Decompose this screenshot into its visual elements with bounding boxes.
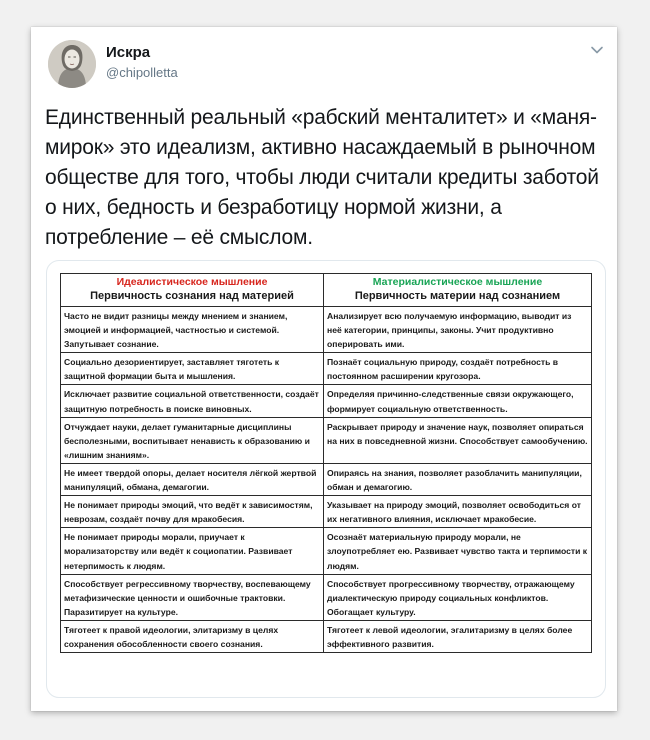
- materialist-cell: Тяготеет к левой идеологии, эгалитаризму в целях более эффективного развития.: [324, 620, 592, 652]
- materialist-cell: Определяя причинно-следственные связи окружающего, формирует социальную ответственность.: [324, 385, 592, 417]
- materialist-title: Материалистическое мышление: [372, 276, 543, 288]
- idealist-cell: Часто не видит разницы между мнением и знанием, эмоцией и информацией, частностью и системой. Запутывает сознание.: [61, 307, 324, 353]
- materialist-cell: Анализирует всю получаемую информацию, выводит из неё категории, принципы, законы. Учит продуктивно оперировать ими.: [324, 307, 592, 353]
- table-row: [61, 528, 592, 574]
- table-row: [61, 496, 592, 528]
- idealist-cell: Исключает развитие социальной ответственности, создаёт защитную потребность в поиске виновных.: [61, 385, 324, 417]
- idealist-title: Идеалистическое мышление: [116, 276, 268, 288]
- tweet-image[interactable]: [46, 260, 606, 698]
- materialist-cell: Указывает на природу эмоций, позволяет освободиться от их негативного влияния, исключает мракобесие.: [324, 496, 592, 528]
- table-row: [61, 620, 592, 652]
- materialist-subtitle: Первичность материи над сознанием: [354, 290, 561, 302]
- idealist-subtitle: Первичность сознания над материей: [90, 290, 294, 302]
- idealist-cell: Социально дезориентирует, заставляет тяготеть к защитной формации быта и мышления.: [61, 353, 324, 385]
- table-row: [61, 574, 592, 620]
- avatar-portrait-icon: [48, 40, 96, 88]
- author-handle[interactable]: @chipolletta: [106, 65, 178, 80]
- idealist-cell: Не имеет твердой опоры, делает носителя лёгкой жертвой манипуляций, обмана, демагогии.: [61, 463, 324, 495]
- table-row: [61, 463, 592, 495]
- idealist-header: [61, 274, 324, 307]
- materialist-cell: Раскрывает природу и значение наук, позволяет опираться на них в повседневной жизни. Способствует самообучению.: [324, 417, 592, 463]
- idealist-cell: Отчуждает науки, делает гуманитарные дисциплины бесполезными, воспитывает ненависть к образованию и «лишним знаниям».: [61, 417, 324, 463]
- avatar[interactable]: [48, 40, 96, 88]
- table-row: [61, 353, 592, 385]
- table-row: [61, 417, 592, 463]
- chevron-down-icon[interactable]: [590, 43, 604, 57]
- materialist-cell: Опираясь на знания, позволяет разоблачить манипуляции, обман и демагогию.: [324, 463, 592, 495]
- materialist-cell: Способствует прогрессивному творчеству, отражающему диалектическую природу социальных конфликтов. Обогащает культуру.: [324, 574, 592, 620]
- idealist-cell: Способствует регрессивному творчеству, воспевающему метафизические ценности и ошибочные трактовки. Паразитирует на культуре.: [61, 574, 324, 620]
- comparison-table: [60, 273, 592, 653]
- table-row: [61, 385, 592, 417]
- idealist-cell: Не понимает природы морали, приучает к морализаторству или ведёт к социопатии. Развивает нетерпимость к людям.: [61, 528, 324, 574]
- table-row: [61, 307, 592, 353]
- materialist-cell: Познаёт социальную природу, создаёт потребность в постоянном расширении кругозора.: [324, 353, 592, 385]
- tweet-text: Единственный реальный «рабский менталитет» и «маня-мирок» это идеализм, активно насаждаемый в рыночном обществе для того, чтобы люди считали кредиты заботой о них, бедность и безработицу нормой жизни, а потребление – её смыслом.: [45, 106, 599, 249]
- materialist-cell: Осознаёт материальную природу морали, не злоупотребляет ею. Развивает чувство такта и терпимости к людям.: [324, 528, 592, 574]
- idealist-cell: Не понимает природы эмоций, что ведёт к зависимостям, неврозам, создаёт почву для мракобесия.: [61, 496, 324, 528]
- table-header-row: [61, 274, 592, 307]
- tweet-card: [31, 27, 617, 711]
- materialist-header: [324, 274, 592, 307]
- idealist-cell: Тяготеет к правой идеологии, элитаризму в целях сохранения обособленности своего сознания.: [61, 620, 324, 652]
- author-name[interactable]: Искра: [106, 44, 151, 61]
